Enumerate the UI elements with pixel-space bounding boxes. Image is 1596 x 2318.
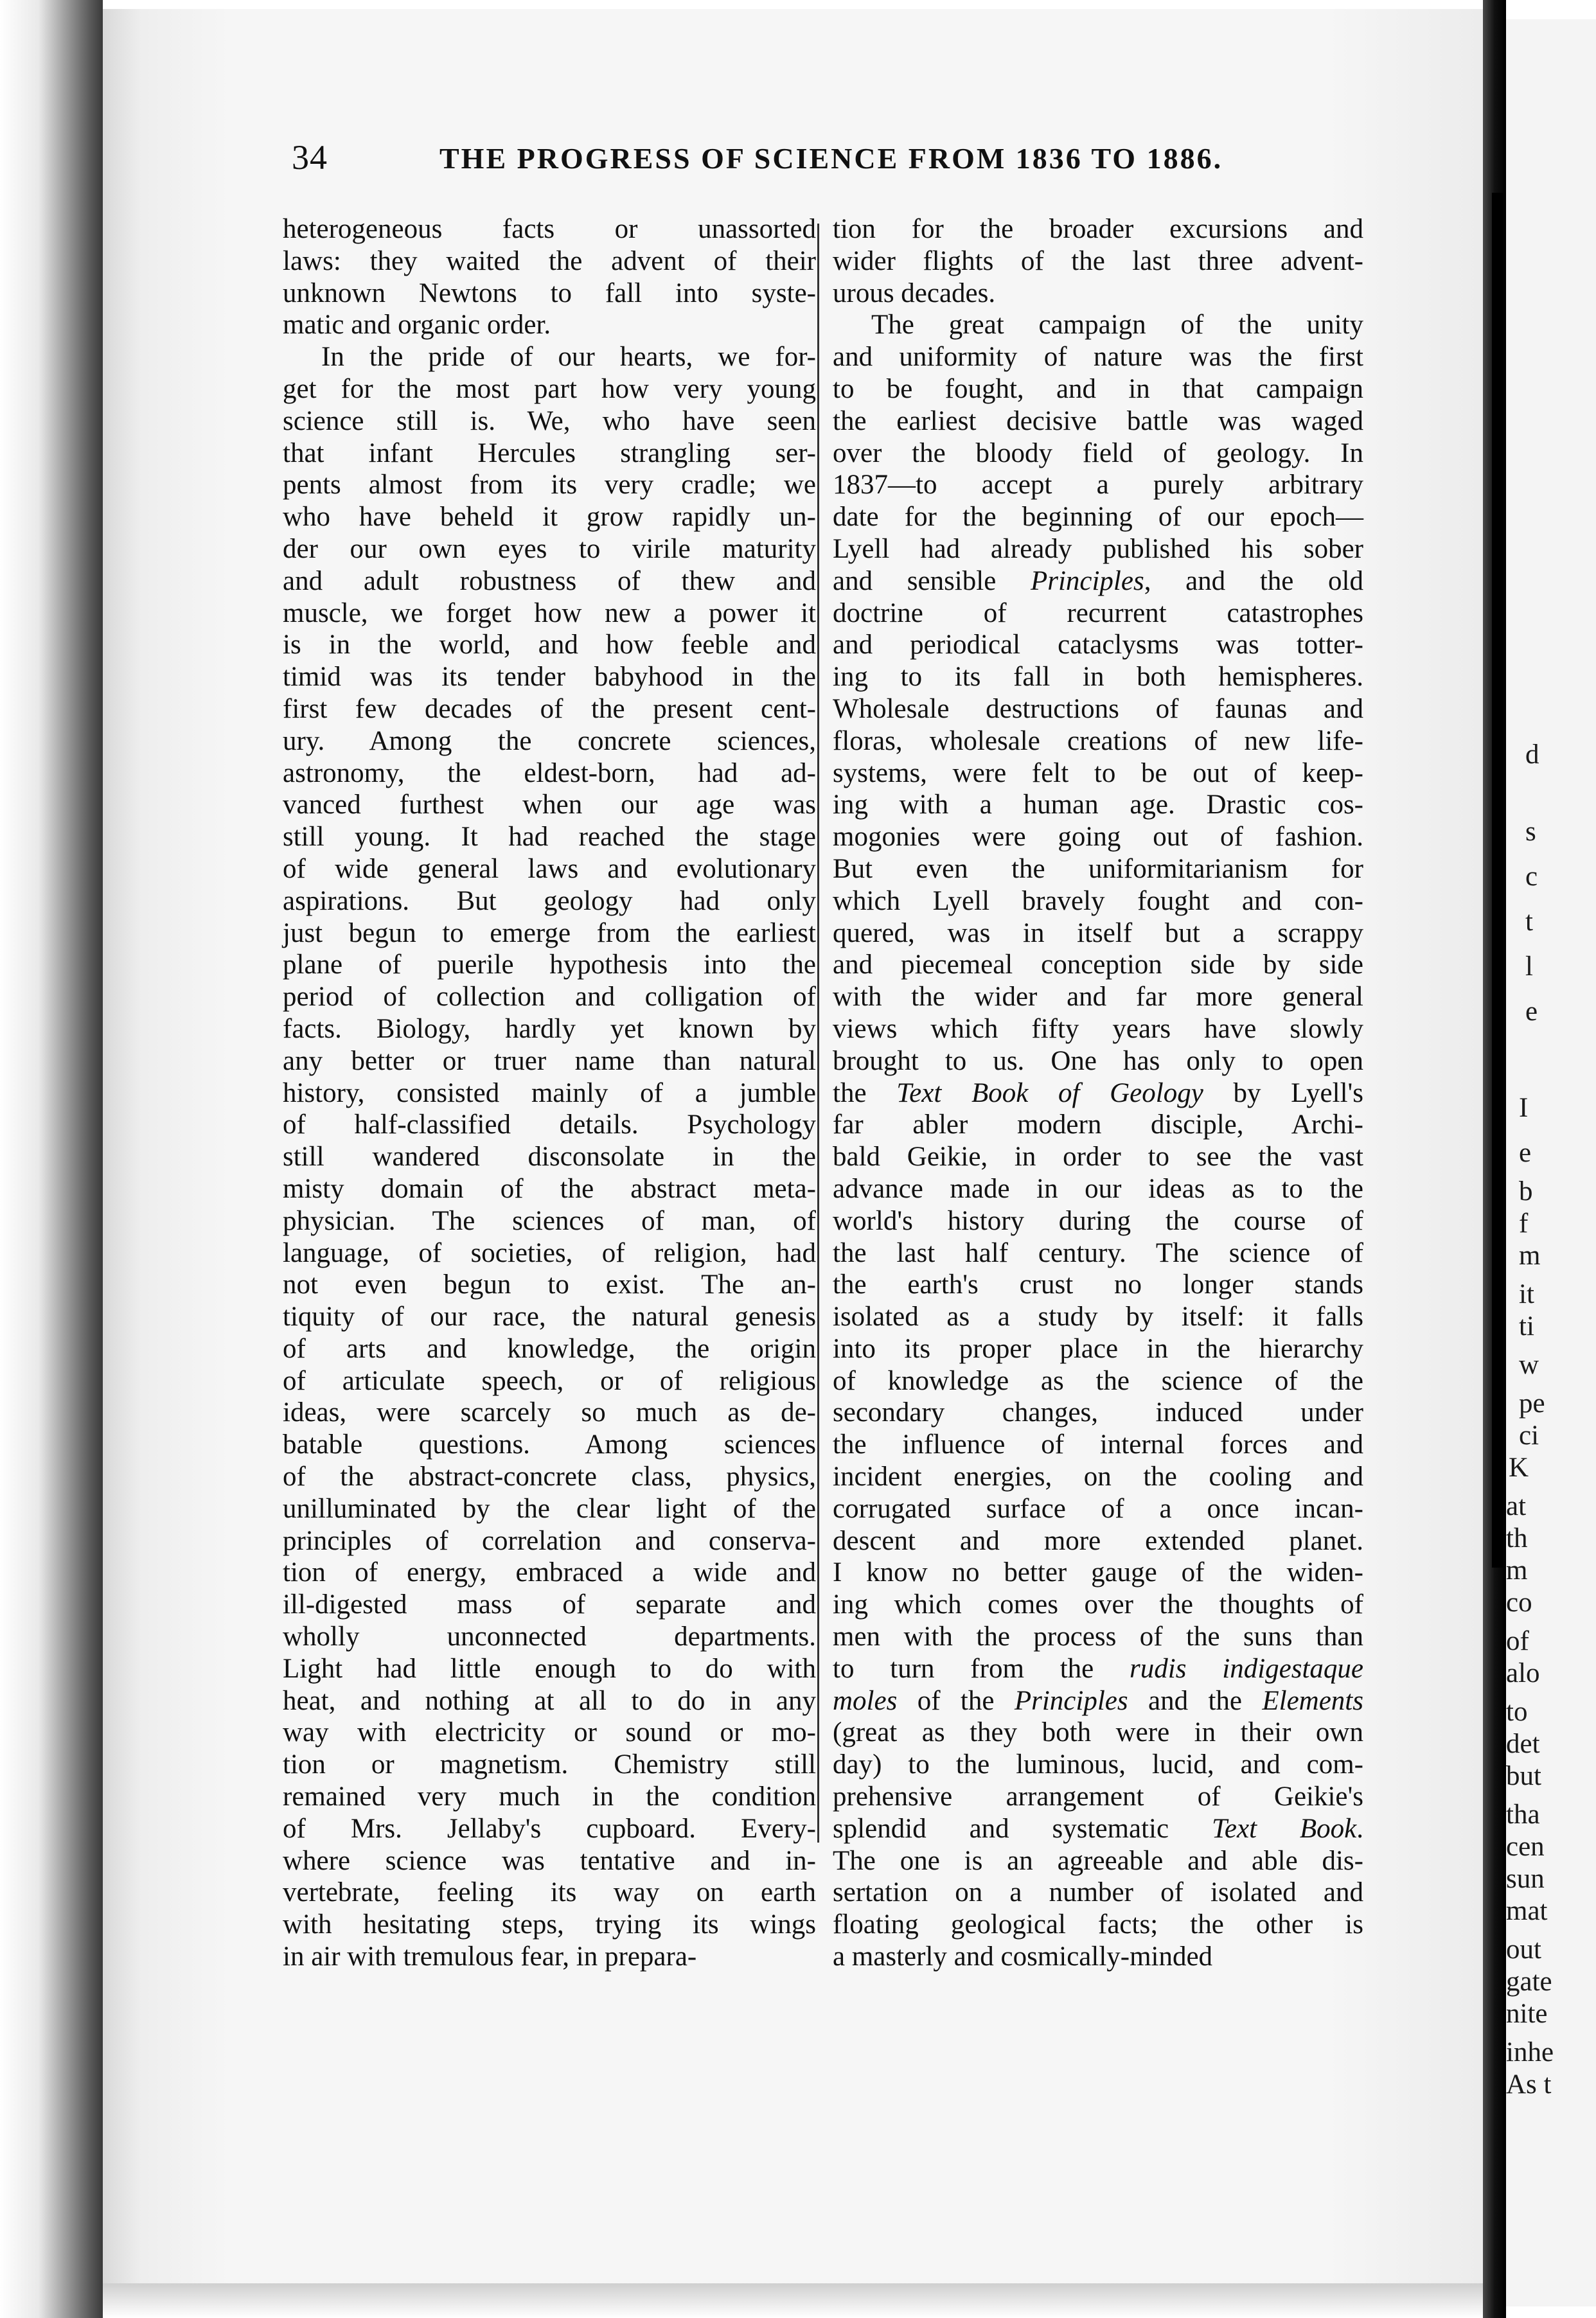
facing-page-text-fragment: m: [1519, 1241, 1541, 1271]
facing-page-text-fragment: tha: [1506, 1800, 1540, 1830]
page-number: 34: [292, 138, 328, 177]
text-line: unilluminated by the clear light of the: [283, 1493, 816, 1524]
text-line: prehensive arrangement of Geikie's: [833, 1782, 1363, 1812]
text-line: vertebrate, feeling its way on earth: [283, 1877, 816, 1908]
text-line: floating geological facts; the other is: [833, 1909, 1363, 1940]
facing-page-text-fragment: gate: [1506, 1967, 1552, 1997]
facing-page-text-fragment: ci: [1519, 1420, 1539, 1451]
text-line: brought to us. One has only to open: [833, 1045, 1363, 1076]
facing-page-text-fragment: b: [1519, 1176, 1533, 1207]
text-line: and adult robustness of thew and: [283, 565, 816, 596]
text-line: just begun to emerge from the earliest: [283, 917, 816, 948]
text-line: unknown Newtons to fall into syste-: [283, 278, 816, 308]
text-line: tion or magnetism. Chemistry still: [283, 1749, 816, 1780]
text-line: period of collection and colligation of: [283, 982, 816, 1013]
text-line: and piecemeal conception side by side: [833, 950, 1363, 980]
text-line: and uniformity of nature was the first: [833, 342, 1363, 373]
text-line: where science was tentative and in-: [283, 1845, 816, 1876]
facing-page-text-fragment: l: [1525, 951, 1533, 982]
text-line: who have beheld it grow rapidly un-: [283, 502, 816, 533]
text-line: isolated as a study by itself: it falls: [833, 1302, 1363, 1332]
facing-page-text-fragment: mat: [1506, 1896, 1548, 1926]
text-line: with hesitating steps, trying its wings: [283, 1909, 816, 1940]
text-line: the earliest decisive battle was waged: [833, 405, 1363, 436]
facing-page-text-fragment: c: [1525, 862, 1538, 892]
text-line: world's history during the course of: [833, 1205, 1363, 1236]
text-line: tiquity of our race, the natural genesis: [283, 1302, 816, 1332]
text-line: The one is an agreeable and able dis-: [833, 1845, 1363, 1876]
text-line: aspirations. But geology had only: [283, 885, 816, 916]
text-line: batable questions. Among sciences: [283, 1429, 816, 1460]
text-line: history, consisted mainly of a jumble: [283, 1077, 816, 1108]
facing-page-text-fragment: to: [1506, 1697, 1528, 1727]
facing-page-text-fragment: s: [1525, 817, 1536, 847]
text-line: a masterly and cosmically-minded: [833, 1942, 1213, 1972]
text-line: physician. The sciences of man, of: [283, 1205, 816, 1236]
text-line: to be fought, and in that campaign: [833, 373, 1363, 404]
facing-page-text-fragment: it: [1519, 1279, 1534, 1309]
text-line: day) to the luminous, lucid, and com-: [833, 1749, 1363, 1780]
text-line: quered, was in itself but a scrappy: [833, 917, 1363, 948]
facing-page-text-fragment: th: [1506, 1523, 1528, 1553]
text-line: ing which comes over the thoughts of: [833, 1589, 1363, 1620]
text-line: misty domain of the abstract meta-: [283, 1173, 816, 1204]
text-line: matic and organic order.: [283, 310, 551, 341]
text-line: In the pride of our hearts, we for-: [321, 342, 816, 373]
text-line: first few decades of the present cent-: [283, 693, 816, 724]
text-line: vanced furthest when our age was: [283, 790, 816, 820]
text-line: the earth's crust no longer stands: [833, 1270, 1363, 1300]
facing-page-text-fragment: d: [1525, 739, 1539, 770]
text-line: astronomy, the eldest-born, had ad-: [283, 757, 816, 788]
text-line: of Mrs. Jellaby's cupboard. Every-: [283, 1813, 816, 1844]
text-line: and periodical cataclysms was totter-: [833, 630, 1363, 660]
text-line: corrugated surface of a once incan-: [833, 1493, 1363, 1524]
facing-page-text-fragment: pe: [1519, 1388, 1545, 1419]
facing-page-text-fragment: I: [1519, 1093, 1529, 1123]
facing-page-text-fragment: cen: [1506, 1832, 1545, 1862]
text-line: splendid and systematic Text Book.: [833, 1813, 1363, 1844]
text-line: far abler modern disciple, Archi-: [833, 1110, 1363, 1140]
text-line: (great as they both were in their own: [833, 1717, 1363, 1748]
text-line: laws: they waited the advent of their: [283, 245, 816, 276]
text-line: heterogeneous facts or unassorted: [283, 214, 816, 244]
text-line: which Lyell bravely fought and con-: [833, 885, 1363, 916]
gutter-shadow-line: [1492, 193, 1503, 1568]
text-line: der our own eyes to virile maturity: [283, 533, 816, 564]
text-line: to turn from the rudis indigestaque: [833, 1653, 1363, 1684]
page-header: [292, 137, 1223, 182]
facing-page-text-fragment: K: [1509, 1453, 1529, 1483]
text-line: of arts and knowledge, the origin: [283, 1333, 816, 1364]
text-line: of half-classified details. Psychology: [283, 1110, 816, 1140]
text-line: floras, wholesale creations of new life-: [833, 725, 1363, 756]
text-line: Light had little enough to do with: [283, 1653, 816, 1684]
text-line: wholly unconnected departments.: [283, 1622, 816, 1652]
scan-left-edge: [0, 0, 103, 2318]
text-line: bald Geikie, in order to see the vast: [833, 1142, 1363, 1172]
text-line: timid was its tender babyhood in the: [283, 662, 816, 693]
text-line: over the bloody field of geology. In: [833, 438, 1363, 468]
text-line: But even the uniformitarianism for: [833, 853, 1363, 884]
facing-page-text-fragment: ti: [1519, 1311, 1534, 1341]
text-line: ill-digested mass of separate and: [283, 1589, 816, 1620]
text-line: urous decades.: [833, 278, 996, 308]
text-line: the last half century. The science of: [833, 1237, 1363, 1268]
running-head: THE PROGRESS OF SCIENCE FROM 1836 TO 1886.: [439, 142, 1223, 175]
text-line: secondary changes, induced under: [833, 1397, 1363, 1428]
text-line: way with electricity or sound or mo-: [283, 1717, 816, 1748]
text-line: doctrine of recurrent catastrophes: [833, 597, 1363, 628]
text-line: of articulate speech, or of religious: [283, 1365, 816, 1396]
text-line: tion of energy, embraced a wide and: [283, 1557, 816, 1588]
column-divider-rule: [817, 224, 819, 1843]
text-line: date for the beginning of our epoch—: [833, 502, 1363, 533]
facing-page-text-fragment: inhe: [1506, 2037, 1554, 2067]
facing-page-text-fragment: out: [1506, 1934, 1541, 1965]
text-line: is in the world, and how feeble and: [283, 630, 816, 660]
left-text-column: [283, 213, 816, 1973]
text-line: tion for the broader excursions and: [833, 214, 1363, 244]
text-line: muscle, we forget how new a power it: [283, 597, 816, 628]
facing-page-fragment: [1506, 19, 1596, 2306]
text-line: of knowledge as the science of the: [833, 1365, 1363, 1396]
text-line: still wandered disconsolate in the: [283, 1142, 816, 1172]
text-line: principles of correlation and conserva-: [283, 1525, 816, 1556]
text-line: systems, were felt to be out of keep-: [833, 757, 1363, 788]
facing-page-text-fragment: nite: [1506, 1999, 1548, 2029]
facing-page-text-fragment: co: [1506, 1588, 1532, 1618]
facing-page-text-fragment: at: [1506, 1491, 1527, 1521]
text-line: men with the process of the suns than: [833, 1622, 1363, 1652]
text-line: ury. Among the concrete sciences,: [283, 725, 816, 756]
text-line: not even begun to exist. The an-: [283, 1270, 816, 1300]
text-line: 1837—to accept a purely arbitrary: [833, 470, 1363, 500]
facing-page-text-fragment: sun: [1506, 1864, 1545, 1894]
text-line: I know no better gauge of the widen-: [833, 1557, 1363, 1588]
text-line: language, of societies, of religion, had: [283, 1237, 816, 1268]
text-line: wider flights of the last three advent-: [833, 245, 1363, 276]
text-line: of wide general laws and evolutionary: [283, 853, 816, 884]
text-line: pents almost from its very cradle; we: [283, 470, 816, 500]
right-text-column: [833, 213, 1363, 1973]
facing-page-text-fragment: As t: [1506, 2069, 1552, 2100]
text-line: Wholesale destructions of faunas and: [833, 693, 1363, 724]
text-line: facts. Biology, hardly yet known by: [283, 1013, 816, 1044]
text-line: science still is. We, who have seen: [283, 405, 816, 436]
text-line: still young. It had reached the stage: [283, 822, 816, 853]
text-line: plane of puerile hypothesis into the: [283, 950, 816, 980]
text-line: moles of the Principles and the Elements: [833, 1685, 1363, 1716]
text-line: in air with tremulous fear, in prepara-: [283, 1942, 697, 1972]
text-line: incident energies, on the cooling and: [833, 1462, 1363, 1492]
facing-page-text-fragment: alo: [1506, 1658, 1540, 1688]
text-line: mogonies were going out of fashion.: [833, 822, 1363, 853]
text-line: of the abstract-concrete class, physics,: [283, 1462, 816, 1492]
text-line: The great campaign of the unity: [871, 310, 1363, 341]
text-line: that infant Hercules strangling ser-: [283, 438, 816, 468]
text-line: any better or truer name than natural: [283, 1045, 816, 1076]
text-line: views which fifty years have slowly: [833, 1013, 1363, 1044]
page-bottom-shadow: [103, 2283, 1483, 2318]
text-line: heat, and nothing at all to do in any: [283, 1685, 816, 1716]
facing-page-text-fragment: det: [1506, 1729, 1540, 1759]
facing-page-text-fragment: but: [1506, 1761, 1541, 1791]
text-line: ideas, were scarcely so much as de-: [283, 1397, 816, 1428]
facing-page-text-fragment: e: [1525, 996, 1538, 1027]
text-line: into its proper place in the hierarchy: [833, 1333, 1363, 1364]
facing-page-text-fragment: f: [1519, 1208, 1529, 1239]
text-line: advance made in our ideas as to the: [833, 1173, 1363, 1204]
text-line: get for the most part how very young: [283, 373, 816, 404]
text-line: remained very much in the condition: [283, 1782, 816, 1812]
text-line: the influence of internal forces and: [833, 1429, 1363, 1460]
facing-page-text-fragment: of: [1506, 1626, 1529, 1656]
text-line: and sensible Principles, and the old: [833, 565, 1363, 596]
text-line: Lyell had already published his sober: [833, 533, 1363, 564]
text-line: ing with a human age. Drastic cos-: [833, 790, 1363, 820]
facing-page-text-fragment: e: [1519, 1138, 1532, 1168]
facing-page-text-fragment: t: [1525, 907, 1533, 937]
facing-page-text-fragment: w: [1519, 1350, 1539, 1380]
text-line: with the wider and far more general: [833, 982, 1363, 1013]
text-line: ing to its fall in both hemispheres.: [833, 662, 1363, 693]
text-line: sertation on a number of isolated and: [833, 1877, 1363, 1908]
text-line: descent and more extended planet.: [833, 1525, 1363, 1556]
facing-page-text-fragment: m: [1506, 1555, 1528, 1586]
text-line: the Text Book of Geology by Lyell's: [833, 1077, 1363, 1108]
